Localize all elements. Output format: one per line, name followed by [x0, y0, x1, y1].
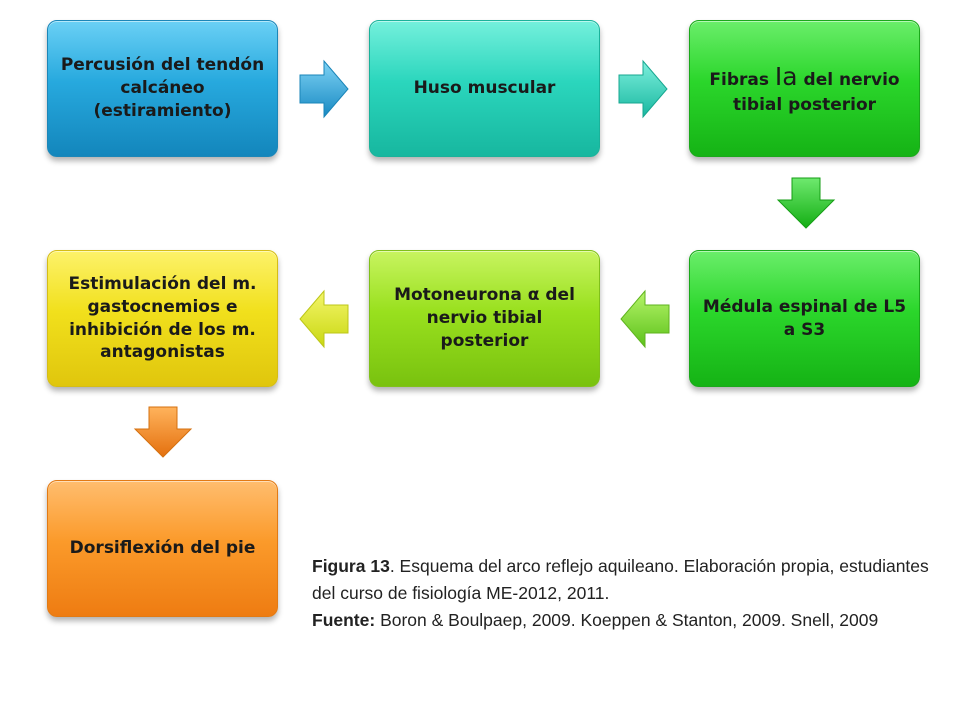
node-fibras-label [700, 60, 909, 117]
caption-source-label: Fuente: [312, 610, 376, 631]
node-huso-label: Huso muscular [413, 78, 556, 99]
node-medula-label: Médula espinal de L5 a S3 [702, 296, 907, 340]
figure-caption [312, 553, 932, 634]
node-motoneurona [369, 250, 600, 387]
fibras-pre-text: Fibras [709, 70, 775, 91]
caption-fig-text: . Esquema del arco reflejo aquileano. Elaboración propia, estudiantes del curso de fisiología ME-2012, 2011. [312, 556, 929, 604]
node-percusion [47, 20, 278, 157]
node-medula-espinal [689, 250, 920, 387]
fibras-post-text: del nervio tibial posterior [732, 70, 900, 115]
node-dorsiflexion-label: Dorsiflexión del pie [69, 538, 256, 559]
arrow-left-2-icon [298, 288, 350, 350]
fibras-ia-text: Ia [774, 62, 798, 92]
caption-fig-label: Figura 13 [312, 556, 390, 576]
node-dorsiflexion [47, 480, 278, 617]
node-huso-muscular [369, 20, 600, 157]
arrow-down-1-icon [775, 176, 837, 230]
arrow-down-2-icon [132, 405, 194, 459]
arrow-left-1-icon [619, 288, 671, 350]
node-percusion-label: Percusión del tendón calcáneo (estiramiento) [60, 55, 265, 121]
arrow-right-2-icon [617, 58, 669, 120]
node-fibras-ia [689, 20, 920, 157]
arrow-right-1-icon [298, 58, 350, 120]
caption-source-text: Boron & Boulpaep, 2009. Koeppen & Stanton, 2009. Snell, 2009 [375, 610, 879, 631]
node-estimulacion [47, 250, 278, 387]
node-estimulacion-label: Estimulación del m. gastocnemios e inhibición de los m. antagonistas [68, 273, 257, 363]
node-motoneurona-label: Motoneurona α del nervio tibial posterior [394, 285, 575, 351]
